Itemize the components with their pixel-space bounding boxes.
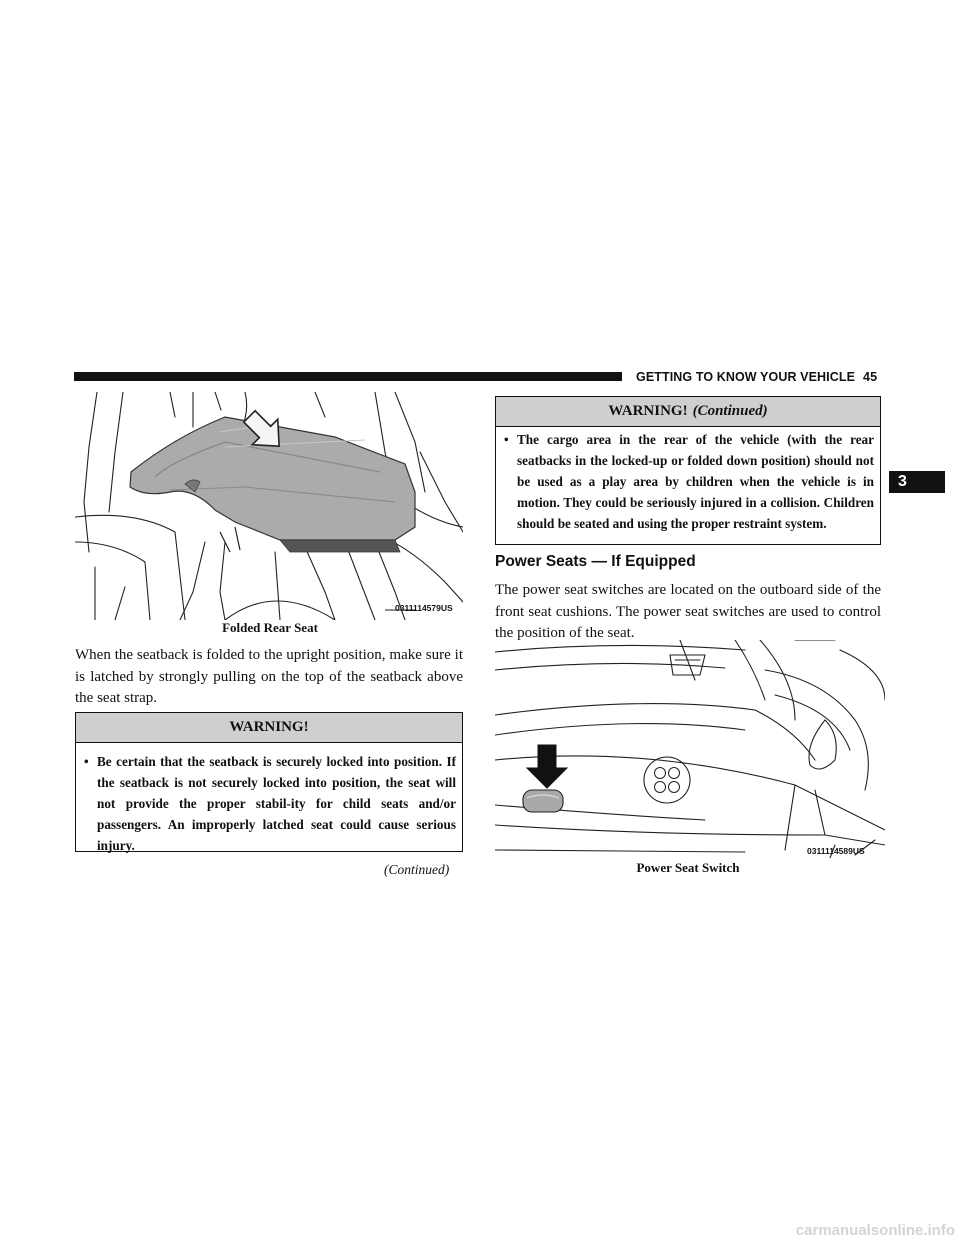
body-paragraph: When the seatback is folded to the upright position, make sure it is latched by strongly pulling on the top of the seatback above the seat strap.: [75, 647, 463, 706]
warning-title: WARNING!: [229, 719, 309, 735]
arrow-down-icon: [527, 745, 567, 788]
body-paragraph: The power seat switches are located on the outboard side of the front seat cushions. The power seat switches are used to control the position of the seat.: [495, 582, 881, 641]
folded-rear-seat-illustration: [75, 392, 463, 620]
warning-item: [496, 429, 880, 534]
continued-label: (Continued): [384, 862, 450, 877]
warning-text: The cargo area in the rear of the vehicle (with the rear seatbacks in the locked-up or folded down position) should not be used as a play area by children when the vehicle is in motion. They could be seriously injured in a collision. Children should be seated and using the proper restraint system.: [517, 432, 874, 531]
seat-control-knob: [644, 757, 690, 803]
bullet-icon: •: [84, 754, 89, 769]
watermark[interactable]: carmanualsonline.info: [795, 1222, 955, 1239]
section-title: GETTING TO KNOW YOUR VEHICLE: [636, 370, 856, 384]
figure-caption: Folded Rear Seat: [222, 620, 318, 635]
warning-item: [76, 751, 462, 856]
section-heading: Power Seats — If Equipped: [495, 553, 696, 570]
figure-caption: Power Seat Switch: [636, 860, 740, 875]
figure-code: 0311114579US: [395, 603, 453, 613]
warning-box-continued: [495, 396, 881, 545]
chapter-tab[interactable]: [889, 471, 945, 493]
warning-box: [75, 712, 463, 852]
warning-header: [76, 713, 462, 743]
running-header: [636, 370, 886, 386]
seat-switch-button: [523, 790, 563, 812]
figure-code: 0311114589US: [807, 846, 865, 856]
header-rule: [74, 372, 622, 381]
power-seat-switch-illustration: [495, 640, 885, 858]
chapter-number: 3: [898, 473, 907, 490]
warning-title-suffix: (Continued): [692, 403, 768, 419]
bullet-icon: •: [504, 432, 509, 447]
warning-title: WARNING!: [608, 403, 688, 419]
warning-header: [496, 397, 880, 427]
warning-text: Be certain that the seatback is securely locked into position. If the seatback is not securely locked into position, the seat will not provide the proper stabil-ity for child seats and/or passengers. An improperly latched seat could cause serious injury.: [97, 754, 456, 853]
page-number: 45: [863, 370, 878, 384]
